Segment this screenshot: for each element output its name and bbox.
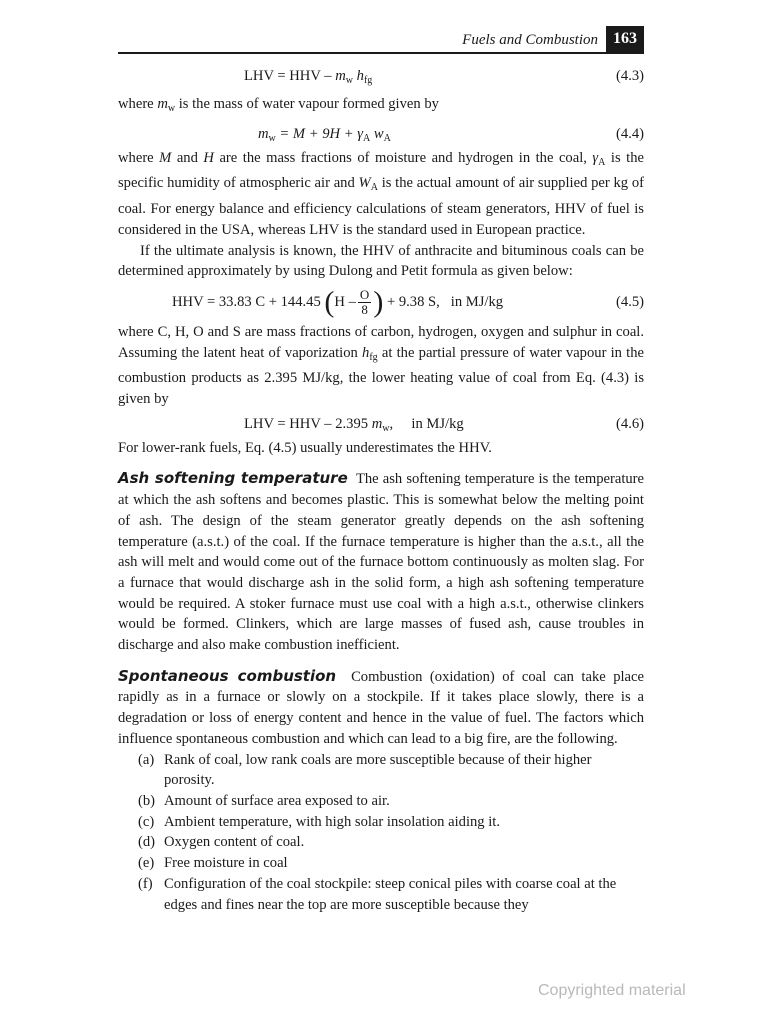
equation-number: (4.3)	[616, 68, 644, 84]
list-item: (f) Configuration of the coal stockpile: steep conical piles with coarse coal at the edges and fines near the top are more susceptible because they	[138, 875, 617, 913]
list-item: (d) Oxygen content of coal.	[138, 834, 305, 851]
equation-expression: LHV = HHV – $m_w$ $h_{fg}$	[244, 68, 373, 86]
list-item: (a) Rank of coal, low rank coals are more susceptible because of their higher porosity.	[138, 751, 592, 789]
equation-expression: $m_w = M + 9H + \gamma_A$ $w_A$	[258, 125, 391, 144]
paragraph-ultimate-analysis: If the ultimate analysis is known, the HHV of anthracite and bituminous coals can be determined approximately by using Dulong and Petit formula as given below:	[118, 242, 644, 280]
paragraph-mw-definition: where $m_w$ is the mass of water vapour formed given by	[118, 96, 439, 114]
list-item: (b) Amount of surface area exposed to air.	[138, 792, 390, 809]
section-ash-softening: Ash softening temperature The ash softening temperature is the temperature at which the ash softens and becomes plastic. This is somewhat below the melting point of ash. The design of the steam generator greatly depends on the ash softening temperature (a.s.t.) of the coal. If the furnace temperature is higher than the a.s.t., all the ash will melt and would come out of the furnace bottom continuously as molten slag. For a furnace that would discharge ash in the solid form, a high ash softening temperature would be required. A stoker furnace must use coal with a high a.s.t., otherwise clinkers would be formed. Clinkers, which are large masses of fused ash, cause troubles in discharge and also make combustion inefficient.	[118, 469, 645, 654]
list-item: (e) Free moisture in coal	[138, 855, 288, 872]
running-header	[118, 26, 644, 54]
equation-4-3	[118, 62, 644, 90]
section-heading: Ash softening temperature	[118, 469, 348, 488]
factor-list	[118, 750, 644, 916]
running-title: Fuels and Combustion	[462, 32, 598, 48]
section-spontaneous-combustion: Spontaneous combustion Combustion (oxidation) of coal can take place rapidly as in a furnace or slowly on a stockpile. If it takes place slowly, there is a degradation or loss of energy content and hence in the value of fuel. The factors which influence spontaneous combustion and which can lead to a big fire, are the following.	[118, 666, 644, 747]
equation-number: (4.6)	[616, 415, 644, 432]
copyright-watermark: Copyrighted material	[538, 982, 686, 999]
paragraph-cho-definition: where C, H, O and S are mass fractions of carbon, hydrogen, oxygen and sulphur in coal. Assuming the latent heat of vaporization $h_{fg}$ at the partial pressure of water vapour in the combustion products as 2.395 MJ/kg, the lower heating value of coal from Eq. (4.3) is given by	[118, 323, 645, 408]
equation-4-6	[118, 410, 644, 438]
fraction-o-over-8: $\frac{O}{8}$	[359, 287, 370, 318]
equation-number: (4.5)	[616, 293, 644, 310]
paragraph-lower-rank: For lower-rank fuels, Eq. (4.5) usually underestimates the HHV.	[118, 439, 492, 456]
equation-4-5	[118, 282, 644, 322]
equation-4-4	[118, 120, 644, 148]
equation-expression: HHV = 33.83 C + 144.45 (H – $\frac{O}{8}$ ) + 9.38 S, in MJ/kg	[172, 285, 504, 319]
section-heading: Spontaneous combustion	[118, 666, 337, 685]
equation-expression: LHV = HHV – 2.395 $m_w$, in MJ/kg	[244, 415, 464, 434]
page-number: 163	[606, 26, 644, 52]
equation-number: (4.4)	[616, 125, 644, 142]
page-body	[118, 62, 644, 915]
paragraph-mass-fractions: where M and H are the mass fractions of moisture and hydrogen in the coal, $\gamma_A$ is the specific humidity of atmospheric air and $W_A$ is the actual amount of air supplied per kg of coal. For energy balance and efficiency calculations of steam generators, HHV of fuel is considered in the USA, whereas LHV is the standard used in European practice.	[118, 149, 644, 238]
list-item: (c) Ambient temperature, with high solar insolation aiding it.	[138, 813, 500, 830]
